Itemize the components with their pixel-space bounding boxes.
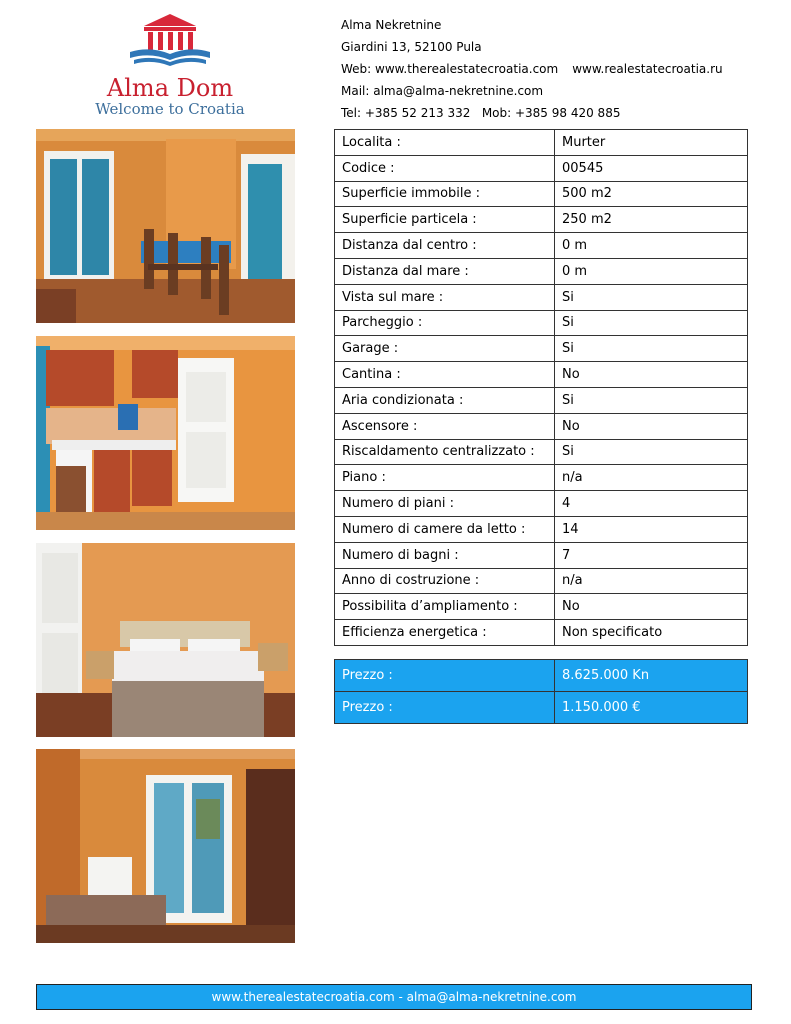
table-row xyxy=(335,336,748,362)
detail-label: Piano : xyxy=(335,465,555,491)
table-row xyxy=(335,258,748,284)
detail-value: 0 m xyxy=(555,258,748,284)
detail-label: Distanza dal mare : xyxy=(335,258,555,284)
price-value-eur: 1.150.000 € xyxy=(555,692,748,724)
price-row xyxy=(335,660,748,692)
detail-value: 250 m2 xyxy=(555,207,748,233)
detail-label: Numero di piani : xyxy=(335,491,555,517)
web-line xyxy=(341,58,723,80)
detail-label: Aria condizionata : xyxy=(335,387,555,413)
temple-book-icon xyxy=(124,12,216,74)
table-row xyxy=(335,362,748,388)
detail-label: Distanza dal centro : xyxy=(335,233,555,259)
phone-line xyxy=(341,102,723,124)
detail-value: Si xyxy=(555,336,748,362)
detail-label: Superficie particela : xyxy=(335,207,555,233)
detail-value: 500 m2 xyxy=(555,181,748,207)
detail-label: Codice : xyxy=(335,155,555,181)
detail-value: n/a xyxy=(555,568,748,594)
balcony-door-photo xyxy=(36,749,295,943)
price-row xyxy=(335,692,748,724)
bedroom-photo xyxy=(36,543,295,737)
detail-value: 14 xyxy=(555,516,748,542)
detail-value: 4 xyxy=(555,491,748,517)
table-row xyxy=(335,465,748,491)
detail-value: Si xyxy=(555,310,748,336)
table-row xyxy=(335,516,748,542)
detail-label: Localita : xyxy=(335,130,555,156)
detail-value: Si xyxy=(555,284,748,310)
detail-value: n/a xyxy=(555,465,748,491)
price-label: Prezzo : xyxy=(335,692,555,724)
price-table xyxy=(334,659,748,724)
detail-value: Si xyxy=(555,439,748,465)
detail-label: Superficie immobile : xyxy=(335,181,555,207)
detail-label: Efficienza energetica : xyxy=(335,620,555,646)
table-row xyxy=(335,491,748,517)
table-row xyxy=(335,594,748,620)
detail-value: No xyxy=(555,362,748,388)
detail-value: Murter xyxy=(555,130,748,156)
web-link-1[interactable]: www.therealestatecroatia.com xyxy=(375,62,559,76)
table-row xyxy=(335,439,748,465)
address: Giardini 13, 52100 Pula xyxy=(341,40,482,54)
detail-value: No xyxy=(555,594,748,620)
table-row xyxy=(335,155,748,181)
company-name: Alma Nekretnine xyxy=(341,18,442,32)
table-row xyxy=(335,542,748,568)
detail-value: 7 xyxy=(555,542,748,568)
table-row xyxy=(335,181,748,207)
detail-label: Garage : xyxy=(335,336,555,362)
footer-bar[interactable]: www.therealestatecroatia.com - alma@alma-nekretnine.com xyxy=(36,984,752,1010)
mail-line[interactable]: Mail: alma@alma-nekretnine.com xyxy=(341,84,544,98)
table-row xyxy=(335,207,748,233)
detail-label: Possibilita d’ampliamento : xyxy=(335,594,555,620)
detail-label: Numero di camere da letto : xyxy=(335,516,555,542)
brand-tagline: Welcome to Croatia xyxy=(95,100,245,118)
detail-value: No xyxy=(555,413,748,439)
logo xyxy=(80,12,260,122)
table-row xyxy=(335,568,748,594)
price-value-kn: 8.625.000 Kn xyxy=(555,660,748,692)
table-row xyxy=(335,387,748,413)
table-row xyxy=(335,284,748,310)
detail-value: Non specificato xyxy=(555,620,748,646)
contact-block xyxy=(341,14,723,124)
property-details-table xyxy=(334,129,748,646)
table-row xyxy=(335,310,748,336)
living-room-photo xyxy=(36,129,295,323)
detail-label: Vista sul mare : xyxy=(335,284,555,310)
price-label: Prezzo : xyxy=(335,660,555,692)
table-row xyxy=(335,413,748,439)
kitchen-photo xyxy=(36,336,295,530)
detail-label: Ascensore : xyxy=(335,413,555,439)
detail-value: 0 m xyxy=(555,233,748,259)
tel: Tel: +385 52 213 332 xyxy=(341,106,471,120)
mob: Mob: +385 98 420 885 xyxy=(481,106,621,120)
table-row xyxy=(335,620,748,646)
web-link-2[interactable]: www.realestatecroatia.ru xyxy=(572,62,723,76)
web-label: Web: xyxy=(341,62,372,76)
detail-label: Anno di costruzione : xyxy=(335,568,555,594)
detail-value: 00545 xyxy=(555,155,748,181)
detail-label: Cantina : xyxy=(335,362,555,388)
table-row xyxy=(335,233,748,259)
detail-label: Numero di bagni : xyxy=(335,542,555,568)
detail-value: Si xyxy=(555,387,748,413)
brand-name: Alma Dom xyxy=(106,74,234,102)
detail-label: Parcheggio : xyxy=(335,310,555,336)
detail-label: Riscaldamento centralizzato : xyxy=(335,439,555,465)
table-row xyxy=(335,130,748,156)
